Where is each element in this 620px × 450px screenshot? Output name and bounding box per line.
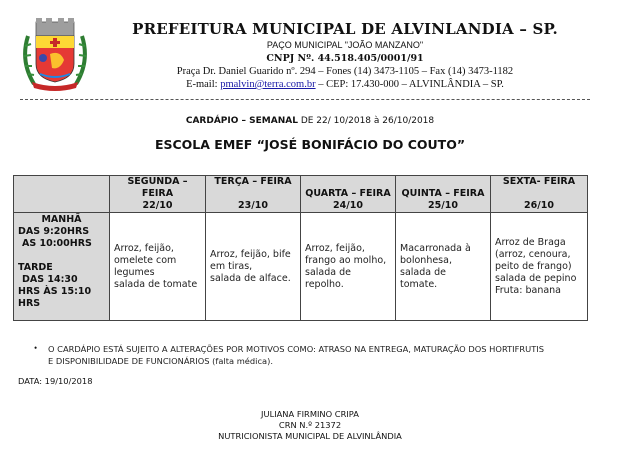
text-line: 23/10: [238, 200, 268, 211]
text-line: AS 10:00HRS: [22, 238, 92, 249]
nutritionist-role: NUTRICIONISTA MUNICIPAL DE ALVINLÂNDIA: [218, 431, 402, 441]
menu-disclaimer: [48, 343, 608, 367]
text-line: 24/10: [333, 200, 363, 211]
text-line: TARDE: [18, 262, 53, 273]
text-line: Arroz de Braga: [495, 236, 566, 248]
address: Praça Dr. Daniel Guarido nº. 294 – Fones (14) 3473-1105 – Fax (14) 3473-1182: [176, 66, 514, 77]
text-line: legumes: [114, 266, 155, 278]
text-line: QUINTA – FEIRA: [401, 188, 485, 199]
schedule-cell: [14, 213, 110, 321]
meal-cell: [301, 213, 396, 321]
text-line: 25/10: [428, 200, 458, 211]
text-line: tomate.: [400, 278, 438, 290]
nutritionist-crn: CRN N.º 21372: [278, 420, 342, 430]
corner-cell: [14, 176, 110, 213]
text-line: Arroz, feijão, bife: [210, 248, 291, 260]
text-line: peito de frango): [495, 260, 572, 272]
text-line: salada de: [305, 266, 351, 278]
text-line: SEXTA- FEIRA: [502, 176, 576, 187]
bullet-icon: •: [34, 343, 38, 353]
text-line: salada de pepino: [495, 272, 577, 284]
meal-cell: [110, 213, 206, 321]
header-cell: [110, 176, 206, 213]
menu-range: DE 22/ 10/2018 à 26/10/2018: [297, 116, 435, 126]
menu-table: [13, 175, 588, 321]
meal-cell: [206, 213, 301, 321]
header-divider: [20, 99, 590, 100]
text-line: Fruta: banana: [495, 284, 562, 296]
email-prefix: E-mail:: [186, 79, 221, 90]
table-header-row: [14, 176, 588, 213]
text-line: salada de tomate: [114, 278, 198, 290]
text-line: frango ao molho,: [305, 254, 387, 266]
email-link[interactable]: pmalvin@terra.com.br: [220, 79, 316, 90]
paco-municipal: PAÇO MUNICIPAL "JOÃO MANZANO": [266, 40, 424, 50]
text-line: bolonhesa,: [400, 254, 452, 266]
text-line: omelete com: [114, 254, 177, 266]
email-line: [100, 79, 590, 90]
text-line: 22/10: [142, 200, 173, 211]
text-line: 26/10: [524, 200, 554, 211]
cnpj: CNPJ Nº. 44.518.405/0001/91: [266, 53, 424, 64]
school-name: ESCOLA EMEF “JOSÉ BONIFÁCIO DO COUTO”: [154, 137, 466, 152]
coat-of-arms-icon: [20, 16, 90, 92]
meal-cell: [396, 213, 491, 321]
text-line: salada de alface.: [210, 272, 291, 284]
text-line: O CARDÁPIO ESTÁ SUJEITO A ALTERAÇÕES POR MOTIVOS COMO: ATRASO NA ENTREGA, MATURAÇÃO DOS HORTIFRUTIS: [48, 344, 545, 354]
table-row: [14, 213, 588, 321]
text-line: Arroz, feijão,: [114, 242, 174, 254]
header-cell: [396, 176, 491, 213]
text-line: HRS: [18, 298, 41, 309]
text-line: em tiras,: [210, 260, 253, 272]
nutritionist-name: JULIANA FIRMINO CRIPA: [261, 409, 359, 419]
menu-period: [0, 116, 620, 126]
text-line: TERÇA – FEIRA: [214, 176, 292, 187]
header-cell: [206, 176, 301, 213]
meal-cell: [491, 213, 588, 321]
text-line: HRS ÀS 15:10: [18, 286, 92, 297]
text-line: Macarronada à: [400, 242, 471, 254]
cep-text: – CEP: 17.430-000 – ALVINLÂNDIA – SP.: [315, 79, 504, 90]
menu-label: CARDÁPIO – SEMANAL: [185, 116, 298, 126]
text-line: (arroz, cenoura,: [495, 248, 571, 260]
text-line: SEGUNDA – FEIRA: [127, 176, 188, 199]
text-line: E DISPONIBILIDADE DE FUNCIONÁRIOS (falta médica).: [48, 356, 273, 366]
text-line: Arroz, feijão,: [305, 242, 365, 254]
text-line: DAS 9:20HRS: [18, 226, 90, 237]
issue-date: DATA: 19/10/2018: [18, 376, 93, 386]
text-line: salada de: [400, 266, 446, 278]
header-cell: [491, 176, 588, 213]
text-line: repolho.: [305, 278, 344, 290]
municipality-title: PREFEITURA MUNICIPAL DE ALVINLANDIA – SP.: [132, 20, 558, 38]
text-line: DAS 14:30: [22, 274, 78, 285]
header-cell: [301, 176, 396, 213]
text-line: MANHÃ: [41, 214, 82, 225]
text-line: QUARTA – FEIRA: [305, 188, 391, 199]
